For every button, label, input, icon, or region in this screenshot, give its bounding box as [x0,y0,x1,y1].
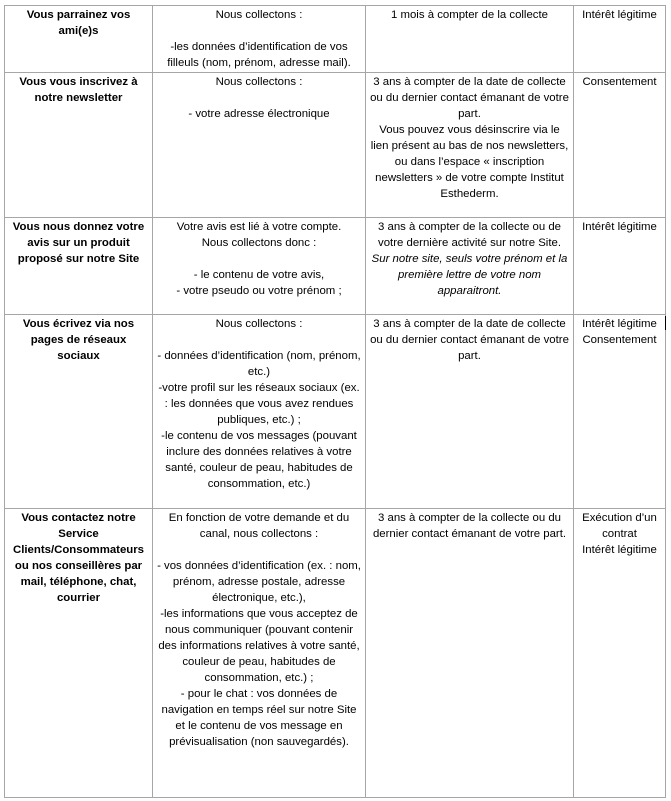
cell-line: - votre adresse électronique [188,108,330,120]
cell-line: Nous collectons : [215,318,303,330]
table-row [5,509,666,798]
text-cursor [665,316,666,330]
legal-basis-cell [574,6,666,73]
cell-line: Intérêt légitime [582,9,657,21]
duration-cell [366,6,574,73]
cell-line: Nous collectons donc : [201,237,317,249]
data-collected-cell [153,218,366,315]
legal-basis-cell [574,73,666,218]
cell-line [157,542,361,558]
cell-line: 3 ans à compter de la collecte ou de votre dernière activité sur notre Site. [378,221,565,249]
cell-line-italic: Sur notre site, seuls votre prénom et la première lettre de votre nom apparaitront. [371,253,571,297]
cell-line: 1 mois à compter de la collecte [390,9,548,21]
cell-line: - le contenu de votre avis, [193,269,325,281]
activity-cell [5,315,153,509]
data-collected-cell [153,6,366,73]
duration-cell [366,509,574,798]
cell-line [157,332,361,348]
data-collected-cell [153,315,366,509]
activity-text: Vous écrivez via nos pages de réseaux sociaux [22,318,138,362]
cell-line: -les informations que vous acceptez de nous communiquer (pouvant contenir des informations relatives à votre santé, couleur de peau, habitudes de consommation, etc.) ; [158,608,363,684]
duration-cell [366,218,574,315]
table-row [5,73,666,218]
cell-line: 3 ans à compter de la date de collecte ou du dernier contact émanant de votre part. [370,318,573,362]
cell-line: Votre avis est lié à votre compte. [176,221,342,233]
activity-text: Vous parrainez vos ami(e)s [26,9,134,37]
cell-line: - vos données d’identification (ex. : nom, prénom, adresse postale, adresse électronique, etc.), [157,560,365,604]
cell-line: Intérêt légitime [582,221,657,233]
cell-line: En fonction de votre demande et du canal, nous collectons : [168,512,353,540]
cell-line: Consentement [582,334,657,346]
cell-line: - données d’identification (nom, prénom, etc.) [157,350,364,378]
activity-cell [5,218,153,315]
data-collected-cell [153,73,366,218]
legal-basis-cell [574,218,666,315]
duration-cell [366,315,574,509]
cell-line [157,23,361,39]
legal-basis-cell [574,315,666,509]
cell-line: 3 ans à compter de la collecte ou du dernier contact émanant de votre part. [372,512,567,540]
cell-line: -le contenu de vos messages (pouvant inclure des données relatives à votre santé, couleur de peau, habitudes de consommation, etc.) [161,430,360,490]
duration-cell [366,73,574,218]
cell-line: -votre profil sur les réseaux sociaux (ex. : les données que vous avez rendues publiques, etc.) ; [158,382,363,426]
cell-line: Exécution d’un contrat [582,512,661,540]
legal-basis-cell [574,509,666,798]
table-row [5,6,666,73]
cell-line: - votre pseudo ou votre prénom ; [176,285,342,297]
activity-text: Vous nous donnez votre avis sur un produit proposé sur notre Site [12,221,148,265]
cell-line [157,90,361,106]
data-collected-cell [153,509,366,798]
cell-line: -les données d’identification de vos filleuls (nom, prénom, adresse mail). [167,41,351,69]
activity-cell [5,509,153,798]
cell-line: Nous collectons : [215,9,303,21]
table-row [5,218,666,315]
activity-cell [5,6,153,73]
cell-line: Vous pouvez vous désinscrire via le lien présent au bas de nos newsletters, ou dans l’espace « inscription newsletters » de votre compte Institut Esthederm. [370,124,572,200]
cell-line: Consentement [582,76,657,88]
cell-line [157,251,361,267]
data-retention-table [4,5,666,798]
cell-line: Nous collectons : [215,76,303,88]
table-row [5,315,666,509]
activity-cell [5,73,153,218]
cell-line: Intérêt légitime [582,318,657,330]
activity-text: Vous vous inscrivez à notre newsletter [19,76,141,104]
cell-line: - pour le chat : vos données de navigation en temps réel sur notre Site et le contenu de vos message en prévisualisation (non sauvegardés). [161,688,360,748]
cell-line: 3 ans à compter de la date de collecte ou du dernier contact émanant de votre part. [370,76,573,120]
cell-line: Intérêt légitime [582,544,657,556]
activity-text: Vous contactez notre Service Clients/Consommateurs ou nos conseillères par mail, téléphone, chat, courrier [12,512,148,604]
